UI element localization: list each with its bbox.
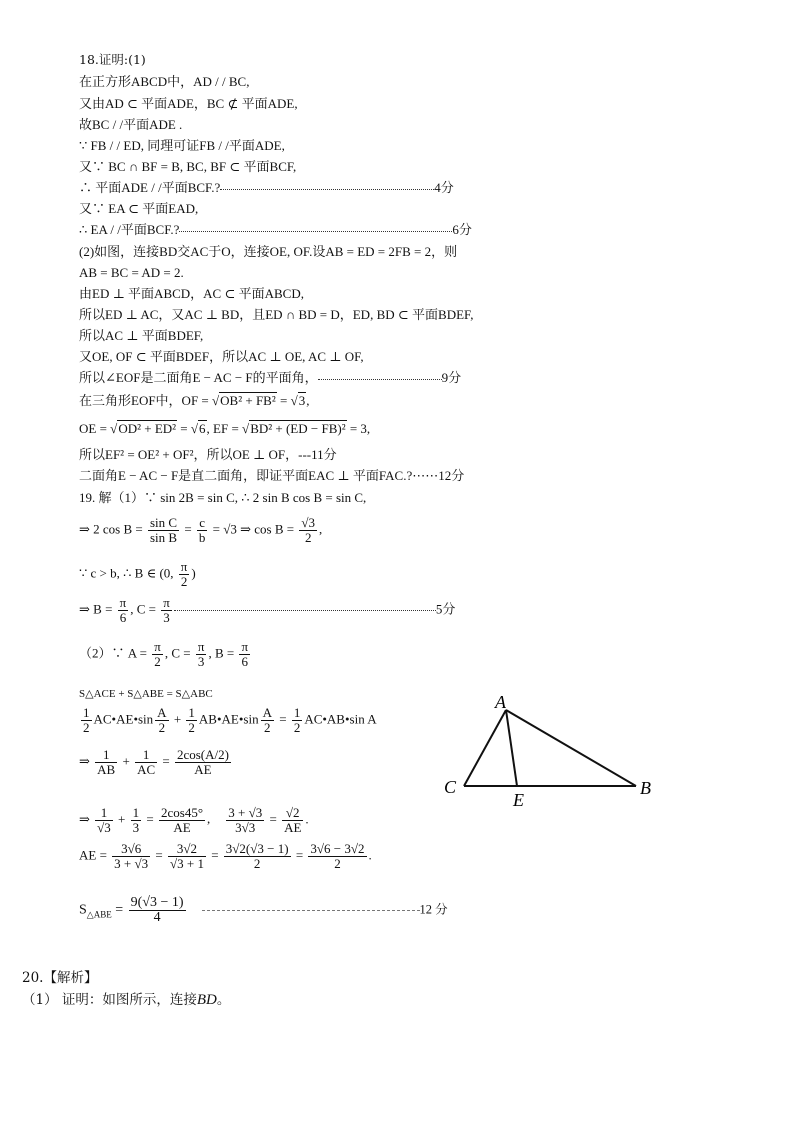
fraction xyxy=(95,748,117,777)
numerator: π xyxy=(163,595,170,610)
numerator: A xyxy=(157,705,167,720)
leader-dots xyxy=(318,379,442,380)
denominator: AE xyxy=(173,820,191,835)
q18-line-7-text: ∴ 平面ADE / /平面BCF.? xyxy=(79,180,221,195)
text: , xyxy=(319,521,323,537)
denominator: 2 xyxy=(253,856,261,871)
fraction xyxy=(261,706,274,735)
numerator: A xyxy=(262,705,272,720)
numerator: 3√2 xyxy=(168,842,206,857)
q18-line-6: 又∵ BC ∩ BF = B, BC, BF ⊂ 平面BCF, xyxy=(79,159,297,174)
text: , B = xyxy=(208,645,238,661)
text: + xyxy=(170,711,185,727)
q18-line-12: 由ED ⊥ 平面ABCD，AC ⊂ 平面ABCD, xyxy=(79,286,304,301)
q18-line-1: 18.证明:(1) xyxy=(79,52,146,67)
denominator: 4 xyxy=(153,910,161,925)
radical: OB² + FB² xyxy=(220,393,276,408)
text: = √3 ⇒ cos B = xyxy=(209,521,298,537)
fraction xyxy=(152,640,163,669)
segment-bd: BD xyxy=(196,992,217,1008)
q20-title: 20.【解析】 xyxy=(22,970,98,986)
fraction xyxy=(148,516,179,545)
text: （2）∵ A = xyxy=(79,645,151,661)
numerator: √3 xyxy=(301,515,316,530)
side-ac xyxy=(464,710,506,786)
score-12: 12 分 xyxy=(419,902,448,917)
q18-line-17: 在三角形EOF中，OF = √OB² + FB² = √3, xyxy=(79,393,310,408)
text: AB•AE•sin xyxy=(198,711,259,727)
denominator: AE xyxy=(194,762,212,777)
q18-line-18-mid: , EF = xyxy=(206,421,243,436)
text: . xyxy=(368,847,372,863)
numerator: 3√6 − 3√2 xyxy=(310,841,365,856)
fraction xyxy=(226,806,264,835)
fraction xyxy=(292,706,303,735)
fraction xyxy=(308,842,366,871)
radical: BD² + (ED − FB)² xyxy=(250,421,346,436)
numerator: 1 xyxy=(132,805,140,820)
denominator: 3 + √3 xyxy=(114,856,149,871)
q19-line-10: AE = $\frac{3√6}{3 + √3}$ = $\frac{3√2}{√3 + 1}$ = $\frac{3√2(√3 - 1)}{2}$ = $\frac{3√6 - 3√2}{2}$ . xyxy=(79,841,372,871)
numerator: 1 xyxy=(293,705,301,720)
q19-line-11 xyxy=(79,896,448,925)
denominator: 2 xyxy=(293,720,301,735)
q19-line-7 xyxy=(79,706,377,735)
leader-dots xyxy=(220,189,434,190)
numerator: π xyxy=(197,639,205,654)
equals: = xyxy=(276,393,291,408)
q18-line-20 xyxy=(79,468,464,484)
text: ⇒ 2 cos B = xyxy=(79,521,146,537)
denominator: √3 + 1 xyxy=(169,856,204,871)
text: , C = xyxy=(164,645,194,661)
radical: OD² + ED² xyxy=(118,421,177,436)
numerator: 1 xyxy=(95,748,117,763)
q18-line-8: 又∵ EA ⊂ 平面EAD, xyxy=(79,201,199,216)
text: ⇒ B = xyxy=(79,601,116,617)
text: + xyxy=(114,811,129,827)
denominator: √3 xyxy=(97,820,111,835)
denominator: 2 xyxy=(180,574,188,589)
q18-line-18: OE = √OD² + ED² = √6, EF = √BD² + (ED − FB)² = 3, xyxy=(79,421,371,436)
q19-line-3 xyxy=(79,560,196,589)
leader-dots: ⋯⋯ xyxy=(412,468,439,483)
radical: 3 xyxy=(298,393,306,408)
fraction xyxy=(161,596,172,625)
denominator: 3√3 xyxy=(235,820,256,835)
fraction xyxy=(159,806,205,835)
numerator: 1 xyxy=(135,748,157,763)
numerator: π xyxy=(119,595,127,610)
numerator: 1 xyxy=(188,705,195,720)
numerator: π xyxy=(154,639,161,654)
radical: 6 xyxy=(199,421,206,436)
text: . xyxy=(305,811,309,827)
denominator: 6 xyxy=(241,654,248,669)
q18-line-9 xyxy=(79,222,472,238)
fraction xyxy=(196,640,207,669)
text: = xyxy=(159,753,173,769)
denominator: b xyxy=(198,530,206,545)
score-9: 9分 xyxy=(441,370,462,385)
q19-line-9: ⇒ $\frac{1}{√3}$ + $\frac{1}{3}$ = $\frac{2\cos 45^\circ}{AE}$ , $\frac{3 + √3}{3√3}$ = $\frac{√2}{AE}$ . xyxy=(79,805,309,835)
denominator: 2 xyxy=(154,654,161,669)
fraction xyxy=(179,560,190,589)
numerator: sin C xyxy=(149,515,178,530)
fraction xyxy=(112,842,150,871)
text: = xyxy=(143,811,157,827)
equals: = xyxy=(177,421,191,436)
score-5: 5分 xyxy=(435,601,456,617)
denominator: 2 xyxy=(188,720,195,735)
denominator: 3 xyxy=(197,654,205,669)
q18-line-14: 所以AC ⊥ 平面BDEF, xyxy=(79,328,204,343)
side-ab xyxy=(506,710,636,786)
numerator: 3 + √3 xyxy=(228,805,263,820)
q19-line-6: S△ACE + S△ABE = S△ABC xyxy=(79,688,213,700)
fraction xyxy=(81,706,92,735)
numerator: 3√2(√3 − 1) xyxy=(225,841,289,856)
q18-line-5: ∵ FB / / ED, 同理可证FB / /平面ADE, xyxy=(79,138,285,153)
q19-line-4 xyxy=(79,596,455,625)
q18-line-3: 又由AD ⊂ 平面ADE，BC ⊄ 平面ADE, xyxy=(79,96,298,111)
text: AE = xyxy=(79,847,111,863)
q19-line-2 xyxy=(79,516,322,545)
q18-line-15: 又OE, OF ⊂ 平面BDEF，所以AC ⊥ OE, AC ⊥ OF, xyxy=(79,349,364,364)
q20-line-1 xyxy=(22,988,230,1009)
leader-dots xyxy=(202,910,420,911)
denominator: 2 xyxy=(334,856,341,871)
fraction xyxy=(168,842,206,871)
q19-line-8 xyxy=(79,748,233,777)
area-symbol: S xyxy=(79,902,87,918)
text: + xyxy=(119,753,134,769)
label-c: C xyxy=(444,777,457,797)
denominator: AE xyxy=(284,820,302,835)
numerator: 1 xyxy=(83,705,90,720)
fraction xyxy=(197,516,208,545)
leader-dots xyxy=(179,231,452,232)
denominator: 2 xyxy=(83,720,90,735)
fraction xyxy=(239,640,250,669)
label-e: E xyxy=(513,790,524,810)
text: , xyxy=(207,811,211,827)
fraction xyxy=(282,806,303,835)
q18-line-4: 故BC / /平面ADE . xyxy=(79,117,183,132)
score-4: 4分 xyxy=(434,180,454,195)
q18-line-17-text: 在三角形EOF中，OF = xyxy=(79,393,213,408)
text: ⇒ xyxy=(79,753,94,769)
numerator: √2 xyxy=(282,806,303,821)
area-subscript: △ABE xyxy=(86,909,112,920)
numerator: 2cos(A/2) xyxy=(176,747,229,762)
denominator: 6 xyxy=(119,610,127,625)
denominator: 3 xyxy=(163,610,170,625)
text: ∵ c > b, ∴ B ∈ (0, xyxy=(79,565,177,581)
text: （1） 证明：如图所示，连接 xyxy=(22,992,197,1008)
leader-dots xyxy=(174,610,436,611)
text: ⇒ xyxy=(79,811,94,827)
denominator: 2 xyxy=(304,530,312,545)
q18-line-16-text: 所以∠EOF是二面角E − AC − F的平面角， xyxy=(79,370,318,385)
q19-line-5 xyxy=(79,640,252,669)
fraction xyxy=(155,706,168,735)
fraction xyxy=(186,706,197,735)
text: = xyxy=(181,521,195,537)
q18-line-10: (2)如图，连接BD交AC于O，连接OE, OF.设AB = ED = 2FB = 2，则 xyxy=(79,244,458,259)
denominator: 3 xyxy=(132,820,140,835)
fraction xyxy=(129,896,186,925)
text: = xyxy=(111,902,127,918)
denominator: AB xyxy=(97,762,116,777)
numerator: 1 xyxy=(95,806,113,821)
q18-line-9-text: ∴ EA / /平面BCF.? xyxy=(79,222,180,237)
q19-line-1: 19. 解（1）∵ sin 2B = sin C, ∴ 2 sin B cos B = sin C, xyxy=(79,490,367,505)
text: 。 xyxy=(216,992,231,1008)
segment-ae xyxy=(506,710,517,786)
text: AC•AE•sin xyxy=(93,711,154,727)
denominator: sin B xyxy=(149,530,178,545)
numerator: 3√6 xyxy=(112,842,150,857)
text: = xyxy=(275,711,290,727)
q18-line-2: 在正方形ABCD中，AD / / BC, xyxy=(79,74,250,89)
q18-line-20-text: 二面角E − AC − F是直二面角，即证平面EAC ⊥ 平面FAC.? xyxy=(79,468,413,483)
denominator: 2 xyxy=(264,720,271,735)
numerator: c xyxy=(197,516,208,531)
label-b: B xyxy=(640,778,651,798)
q18-line-7 xyxy=(79,180,454,196)
fraction xyxy=(95,806,113,835)
q18-line-18-text: OE = xyxy=(79,421,111,436)
q18-line-11: AB = BC = AD = 2. xyxy=(79,265,184,280)
q18-line-19: 所以EF² = OE² + OF²，所以OE ⊥ OF，---11分 xyxy=(79,447,337,462)
numerator: 2cos45° xyxy=(160,805,204,820)
fraction xyxy=(175,748,231,777)
score-12: 12分 xyxy=(438,468,465,483)
numerator: 9(√3 − 1) xyxy=(130,895,184,910)
q18-line-16 xyxy=(79,370,461,386)
text: AC•AB•sin A xyxy=(304,711,377,727)
denominator: AC xyxy=(137,762,156,777)
denominator: 2 xyxy=(158,720,166,735)
fraction xyxy=(131,806,142,835)
triangle-diagram xyxy=(440,690,660,810)
q18-line-18-end: = 3, xyxy=(346,421,371,436)
text: , C = xyxy=(130,601,160,617)
fraction xyxy=(224,842,291,871)
fraction xyxy=(118,596,129,625)
text: ) xyxy=(191,565,196,581)
numerator: π xyxy=(180,559,188,574)
score-6: 6分 xyxy=(452,222,472,237)
fraction xyxy=(299,516,317,545)
fraction xyxy=(135,748,157,777)
q18-line-13: 所以ED ⊥ AC，又AC ⊥ BD，且ED ∩ BD = D，ED, BD ⊂ 平面BDEF, xyxy=(79,307,474,322)
numerator: π xyxy=(241,639,249,654)
label-a: A xyxy=(495,692,506,712)
